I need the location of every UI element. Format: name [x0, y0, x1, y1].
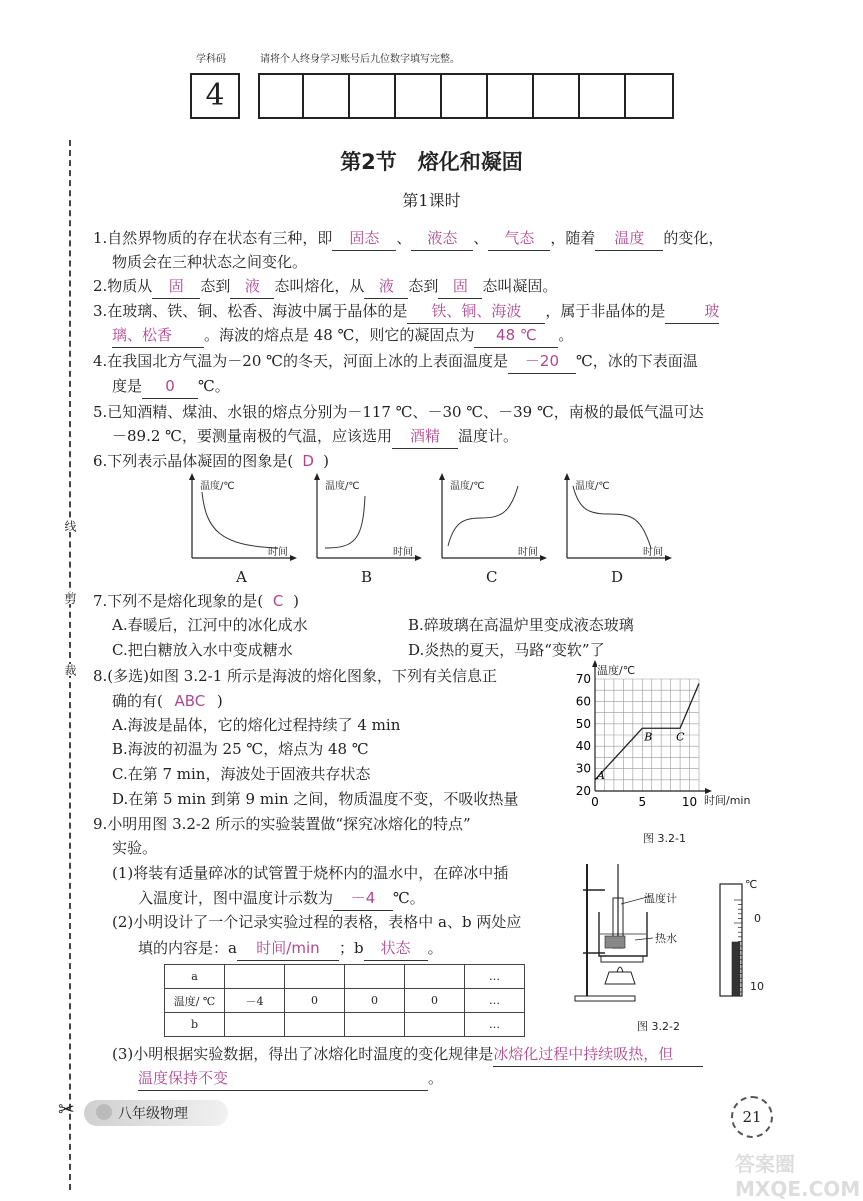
table-cell: 温度/ ℃: [165, 989, 225, 1013]
q7-text: ): [293, 592, 300, 610]
footer-book-name: 八年级物理: [118, 1106, 188, 1122]
fig322-caption: 图 3.2-2: [637, 1020, 680, 1033]
option-label-c: C: [486, 568, 498, 586]
page-number: 21: [742, 1108, 762, 1126]
q9-text: 入温度计，图中温度计示数为: [138, 889, 334, 907]
mercury-column: [732, 942, 740, 996]
q6-text: 6.下列表示晶体凝固的图象是(: [93, 452, 294, 470]
scale-unit-label: ℃: [745, 878, 758, 891]
table-cell: …: [465, 965, 525, 989]
instruction-text: 请将个人终身学习账号后九位数字填写完整。: [260, 54, 460, 65]
q7-option-b: B.碎玻璃在高温炉里变成液态玻璃: [408, 616, 634, 634]
label-hot-water: 热水: [655, 932, 677, 945]
q9-p2a: (2)小明设计了一个记录实验过程的表格，表格中 a、b 两处应: [112, 913, 522, 931]
digit-box[interactable]: [534, 73, 580, 119]
digit-box[interactable]: [258, 73, 304, 119]
subject-code-box: [190, 73, 240, 119]
table-cell[interactable]: [345, 965, 405, 989]
fig321-xlabel: 时间/min: [704, 794, 751, 807]
cut-label-jian: 剪: [63, 592, 77, 604]
y-tick-label: 50: [575, 716, 591, 731]
q9-text: 填的内容是：a: [138, 939, 237, 957]
graph-b-ylabel: 温度/℃: [325, 481, 360, 492]
y-tick-label: 60: [575, 694, 591, 709]
q9-text: ；b: [338, 939, 364, 957]
q8-option-d: D.在第 5 min 到第 9 min 之间，物质温度不变，不吸收热量: [112, 790, 519, 808]
book-icon: [96, 1104, 112, 1120]
graph-c-ylabel: 温度/℃: [450, 481, 485, 492]
thermometer-scale: [712, 880, 752, 1000]
q4-text: 度是: [112, 377, 143, 395]
answer-blank: 0: [142, 374, 198, 399]
q7-text: 7.下列不是熔化现象的是(: [93, 592, 264, 610]
q8-option-b: B.海波的初温为 25 ℃，熔点为 48 ℃: [112, 740, 369, 758]
q5-line1: 5.已知酒精、煤油、水银的熔点分别为－117 ℃、－30 ℃、－39 ℃，南极的最低气温可达: [93, 403, 704, 421]
answer-blank: 固: [152, 274, 200, 299]
q7-option-a: A.春暖后，江河中的冰化成水: [112, 616, 308, 634]
q2-text: 态叫凝固。: [482, 277, 558, 295]
q3-text: 3.在玻璃、铁、铜、松香、海波中属于晶体的是: [93, 302, 408, 320]
answer-blank: 气态: [488, 226, 550, 251]
digit-box[interactable]: [626, 73, 674, 119]
q9-p3b: [138, 1066, 443, 1091]
answer-blank: 铁、铜、海波: [407, 299, 545, 324]
q5-line2: [112, 424, 518, 449]
answer-blank: 48 ℃: [474, 323, 558, 348]
table-cell[interactable]: [345, 1013, 405, 1037]
digit-box[interactable]: [488, 73, 534, 119]
scale-ten-label: 10: [750, 980, 764, 993]
x-tick-label: 0: [591, 795, 599, 809]
graph-b-xlabel: 时间: [393, 547, 413, 558]
answer-blank: 温度保持不变: [138, 1066, 428, 1091]
subject-code-value: 4: [205, 78, 225, 113]
table-cell[interactable]: [405, 965, 465, 989]
q6-text: ): [323, 452, 330, 470]
y-tick-label: 40: [575, 739, 591, 754]
table-cell[interactable]: [225, 965, 285, 989]
q4-text: ℃。: [198, 377, 230, 395]
graph-a-ylabel: 温度/℃: [200, 481, 235, 492]
q8-line1: 8.(多选)如图 3.2-1 所示是海波的熔化图象，下列有关信息正: [93, 667, 498, 685]
table-cell: b: [165, 1013, 225, 1037]
option-label-b: B: [361, 568, 373, 586]
answer-blank: 璃、松香: [112, 323, 204, 348]
q1-text: 、: [473, 229, 489, 247]
q9-line2: 实验。: [112, 839, 158, 857]
fig321-ylabel: 温度/℃: [597, 664, 636, 677]
answer-blank: 液态: [411, 226, 473, 251]
q8-option-c: C.在第 7 min，海波处于固液共存状态: [112, 765, 371, 783]
point-label-c: C: [676, 730, 685, 744]
q5-text: －89.2 ℃，要测量南极的气温，应该选用: [112, 427, 392, 445]
answer-blank: 酒精: [392, 424, 458, 449]
q9-text: ℃。: [393, 889, 425, 907]
table-row: [165, 965, 525, 989]
q9-line1: 9.小明用图 3.2-2 所示的实验装置做“探究冰熔化的特点”: [93, 815, 471, 833]
table-cell[interactable]: [285, 1013, 345, 1037]
q7-answer: C: [272, 592, 284, 610]
answer-blank: 固: [438, 274, 482, 299]
record-table: [164, 964, 525, 1037]
digit-box[interactable]: [442, 73, 488, 119]
table-cell: －4: [225, 989, 285, 1013]
q9-text: (3)小明根据实验数据，得出了冰熔化时温度的变化规律是: [112, 1045, 494, 1063]
table-cell: …: [465, 1013, 525, 1037]
table-cell[interactable]: [225, 1013, 285, 1037]
q8-text: ): [216, 692, 223, 710]
scissors-icon: ✂: [58, 1097, 75, 1121]
answer-blank: 冰熔化过程中持续吸热，但: [493, 1042, 703, 1067]
q2-text: 态叫熔化，从: [274, 277, 365, 295]
point-label-b: B: [644, 730, 653, 744]
table-cell: 0: [405, 989, 465, 1013]
answer-blank: 时间/min: [237, 936, 339, 961]
fig321-caption: 图 3.2-1: [643, 832, 686, 845]
table-row: [165, 1013, 525, 1037]
digit-box[interactable]: [580, 73, 626, 119]
q4-text: 4.在我国北方气温为－20 ℃的冬天，河面上冰的上表面温度是: [93, 352, 508, 370]
answer-blank: －20: [508, 349, 576, 374]
q9-p2b: [138, 936, 443, 961]
graph-a-xlabel: 时间: [268, 547, 288, 558]
cut-label-xian: 线: [63, 520, 77, 532]
label-thermometer: 温度计: [644, 892, 677, 905]
scale-zero-label: 0: [754, 912, 761, 925]
q5-text: 温度计。: [457, 427, 518, 445]
subject-code-label: 学科码: [196, 54, 226, 65]
q2-text: 态到: [408, 277, 439, 295]
option-label-d: D: [611, 568, 624, 586]
answer-blank: 液: [364, 274, 408, 299]
cut-label-cai: 裁: [63, 664, 77, 676]
answer-blank: －4: [333, 886, 393, 911]
y-tick-label: 20: [575, 784, 591, 798]
q1-line2: 物质会在三种状态之间变化。: [112, 253, 308, 271]
digit-box[interactable]: [350, 73, 396, 119]
q8-text: 确的有(: [112, 692, 163, 710]
digit-box[interactable]: [396, 73, 442, 119]
graph-c-xlabel: 时间: [518, 547, 538, 558]
watermark: 答案圈 MXQE.COM: [735, 1152, 861, 1201]
q4-line2: [112, 374, 230, 399]
q1-text: 、: [396, 229, 412, 247]
q3-line2: [112, 323, 573, 348]
graph-d-ylabel: 温度/℃: [575, 481, 610, 492]
x-tick-label: 10: [681, 795, 698, 809]
y-tick-label: 30: [575, 761, 591, 776]
q1-text: ，随着: [550, 229, 596, 247]
table-cell: 0: [285, 989, 345, 1013]
q8-line2: [112, 689, 223, 713]
q2-text: 态到: [200, 277, 231, 295]
y-tick-label: 70: [575, 672, 591, 686]
q3-text: ，属于非晶体的是: [545, 302, 666, 320]
digit-box[interactable]: [304, 73, 350, 119]
point-label-a: A: [597, 768, 605, 782]
x-tick-label: 5: [638, 795, 647, 809]
question-7: [93, 589, 299, 613]
q9-p1b: [138, 886, 425, 911]
q8-option-a: A.海波是晶体，它的熔化过程持续了 4 min: [112, 716, 401, 734]
q1-text: 的变化，: [663, 229, 724, 247]
q9-text: 。: [428, 1069, 444, 1087]
question-4: [93, 349, 698, 374]
q7-option-c: C.把白糖放入水中变成糖水: [112, 641, 293, 659]
page-number-badge: [731, 1096, 773, 1138]
q8-answer: ABC: [174, 692, 206, 710]
q4-text: ℃，冰的下表面温: [575, 352, 698, 370]
answer-blank: 状态: [364, 936, 428, 961]
section-title: 第2节 熔化和凝固: [340, 150, 523, 174]
table-cell: …: [465, 989, 525, 1013]
answer-blank: 玻: [665, 299, 719, 324]
q9-p1a: (1)将装有适量碎冰的试管置于烧杯内的温水中，在碎冰中插: [112, 864, 509, 882]
q9-text: 。: [427, 939, 443, 957]
question-3: [93, 299, 719, 324]
question-1: [93, 226, 723, 251]
q3-text: 。: [558, 326, 574, 344]
question-2: [93, 274, 557, 299]
table-cell: a: [165, 965, 225, 989]
q2-text: 2.物质从: [93, 277, 153, 295]
answer-blank: 温度: [595, 226, 663, 251]
table-cell: 0: [345, 989, 405, 1013]
graph-d-xlabel: 时间: [643, 547, 663, 558]
table-row: [165, 989, 525, 1013]
q7-option-d: D.炎热的夏天，马路“变软”了: [408, 641, 605, 659]
q3-text: 。海波的熔点是 48 ℃，则它的凝固点为: [204, 326, 475, 344]
q6-answer: D: [302, 452, 314, 470]
q1-text: 1.自然界物质的存在状态有三种，即: [93, 229, 333, 247]
q9-p3a: [112, 1042, 703, 1067]
answer-blank: 液: [230, 274, 274, 299]
option-label-a: A: [236, 568, 247, 586]
account-digit-boxes: [258, 73, 676, 119]
answer-blank: 固态: [332, 226, 396, 251]
table-cell[interactable]: [285, 965, 345, 989]
lesson-title: 第1课时: [402, 191, 461, 210]
table-cell[interactable]: [405, 1013, 465, 1037]
